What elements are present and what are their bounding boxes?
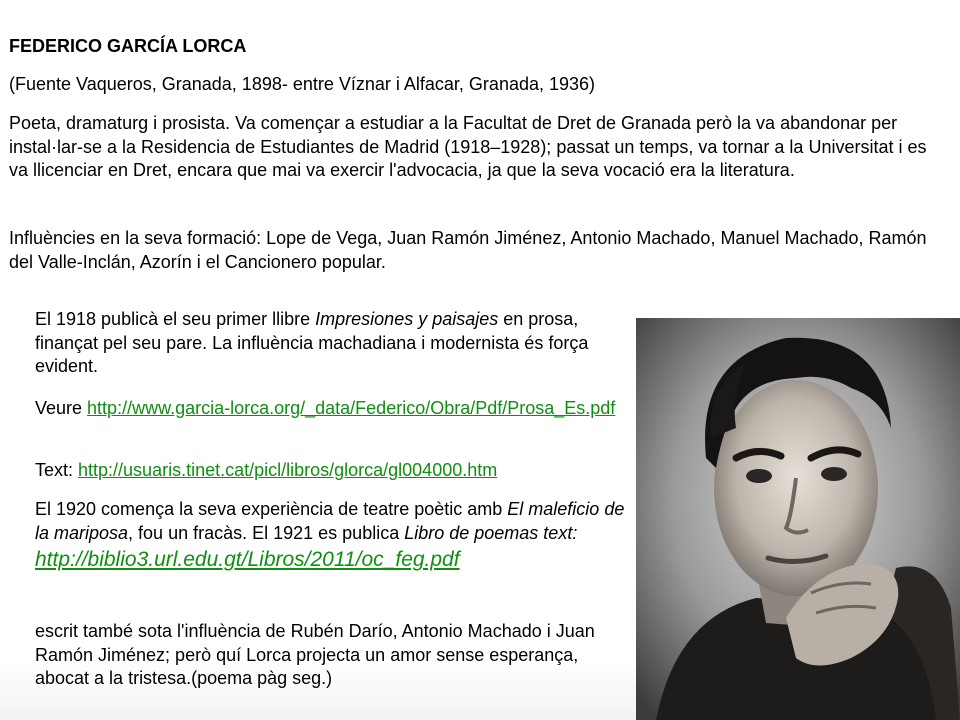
text-line bbox=[35, 459, 625, 483]
section-1920-middle: , fou un fracàs. El 1921 es publica bbox=[128, 522, 405, 543]
section-1920-prefix: El 1920 comença la seva experiència de teatre poètic amb bbox=[35, 499, 508, 519]
closing-paragraph: escrit també sota l'influència de Rubén Darío, Antonio Machado i Juan Ramón Jiménez; però quí Lorca projecta un amor sense esperança, abocat a la tristesa.(poema pàg seg.) bbox=[35, 621, 595, 688]
section-1920 bbox=[35, 498, 625, 573]
book-title-poemas: Libro de poemas text: bbox=[404, 522, 578, 543]
section-1918-prefix: El 1918 publicà el seu primer llibre bbox=[35, 309, 316, 329]
section-1918-suffix: en prosa, finançat pel seu pare. La influència machadiana i modernista és força evident. bbox=[35, 309, 589, 376]
text-link[interactable]: http://usuaris.tinet.cat/picl/libros/glorca/gl004000.htm bbox=[78, 460, 498, 480]
page-title: FEDERICO GARCÍA LORCA bbox=[9, 36, 247, 56]
text-label: Text: bbox=[35, 460, 79, 480]
birth-info: (Fuente Vaqueros, Granada, 1898- entre Víznar i Alfacar, Granada, 1936) bbox=[9, 74, 596, 94]
influences-paragraph: Influències en la seva formació: Lope de Vega, Juan Ramón Jiménez, Antonio Machado, Manuel Machado, Ramón del Valle-Inclán, Azorín i el Cancionero popular. bbox=[9, 228, 927, 272]
play-title: El maleficio de la mariposa bbox=[35, 499, 625, 543]
portrait-photo-icon bbox=[636, 318, 960, 720]
bio-paragraph: Poeta, dramaturg i prosista. Va començar a estudiar a la Facultat de Dret de Granada però la va abandonar per instal·lar-se a la Residencia de Estudiantes de Madrid (1918–1928); passat un temps, va tornar a la Universitat i es va llicenciar en Dret, encara que mai va exercir l'advocacia, ja que la seva vocació era la literatura. bbox=[9, 113, 927, 180]
see-line bbox=[35, 397, 625, 421]
see-label: Veure bbox=[35, 398, 88, 418]
portrait-photo bbox=[636, 318, 960, 720]
prosa-pdf-link[interactable]: http://www.garcia-lorca.org/_data/Federico/Obra/Pdf/Prosa_Es.pdf bbox=[87, 398, 616, 418]
book-title-impresiones: Impresiones y paisajes bbox=[315, 309, 499, 329]
section-1918 bbox=[35, 308, 625, 379]
biblio-pdf-link[interactable]: http://biblio3.url.edu.gt/Libros/2011/oc_feg.pdf bbox=[35, 548, 460, 571]
